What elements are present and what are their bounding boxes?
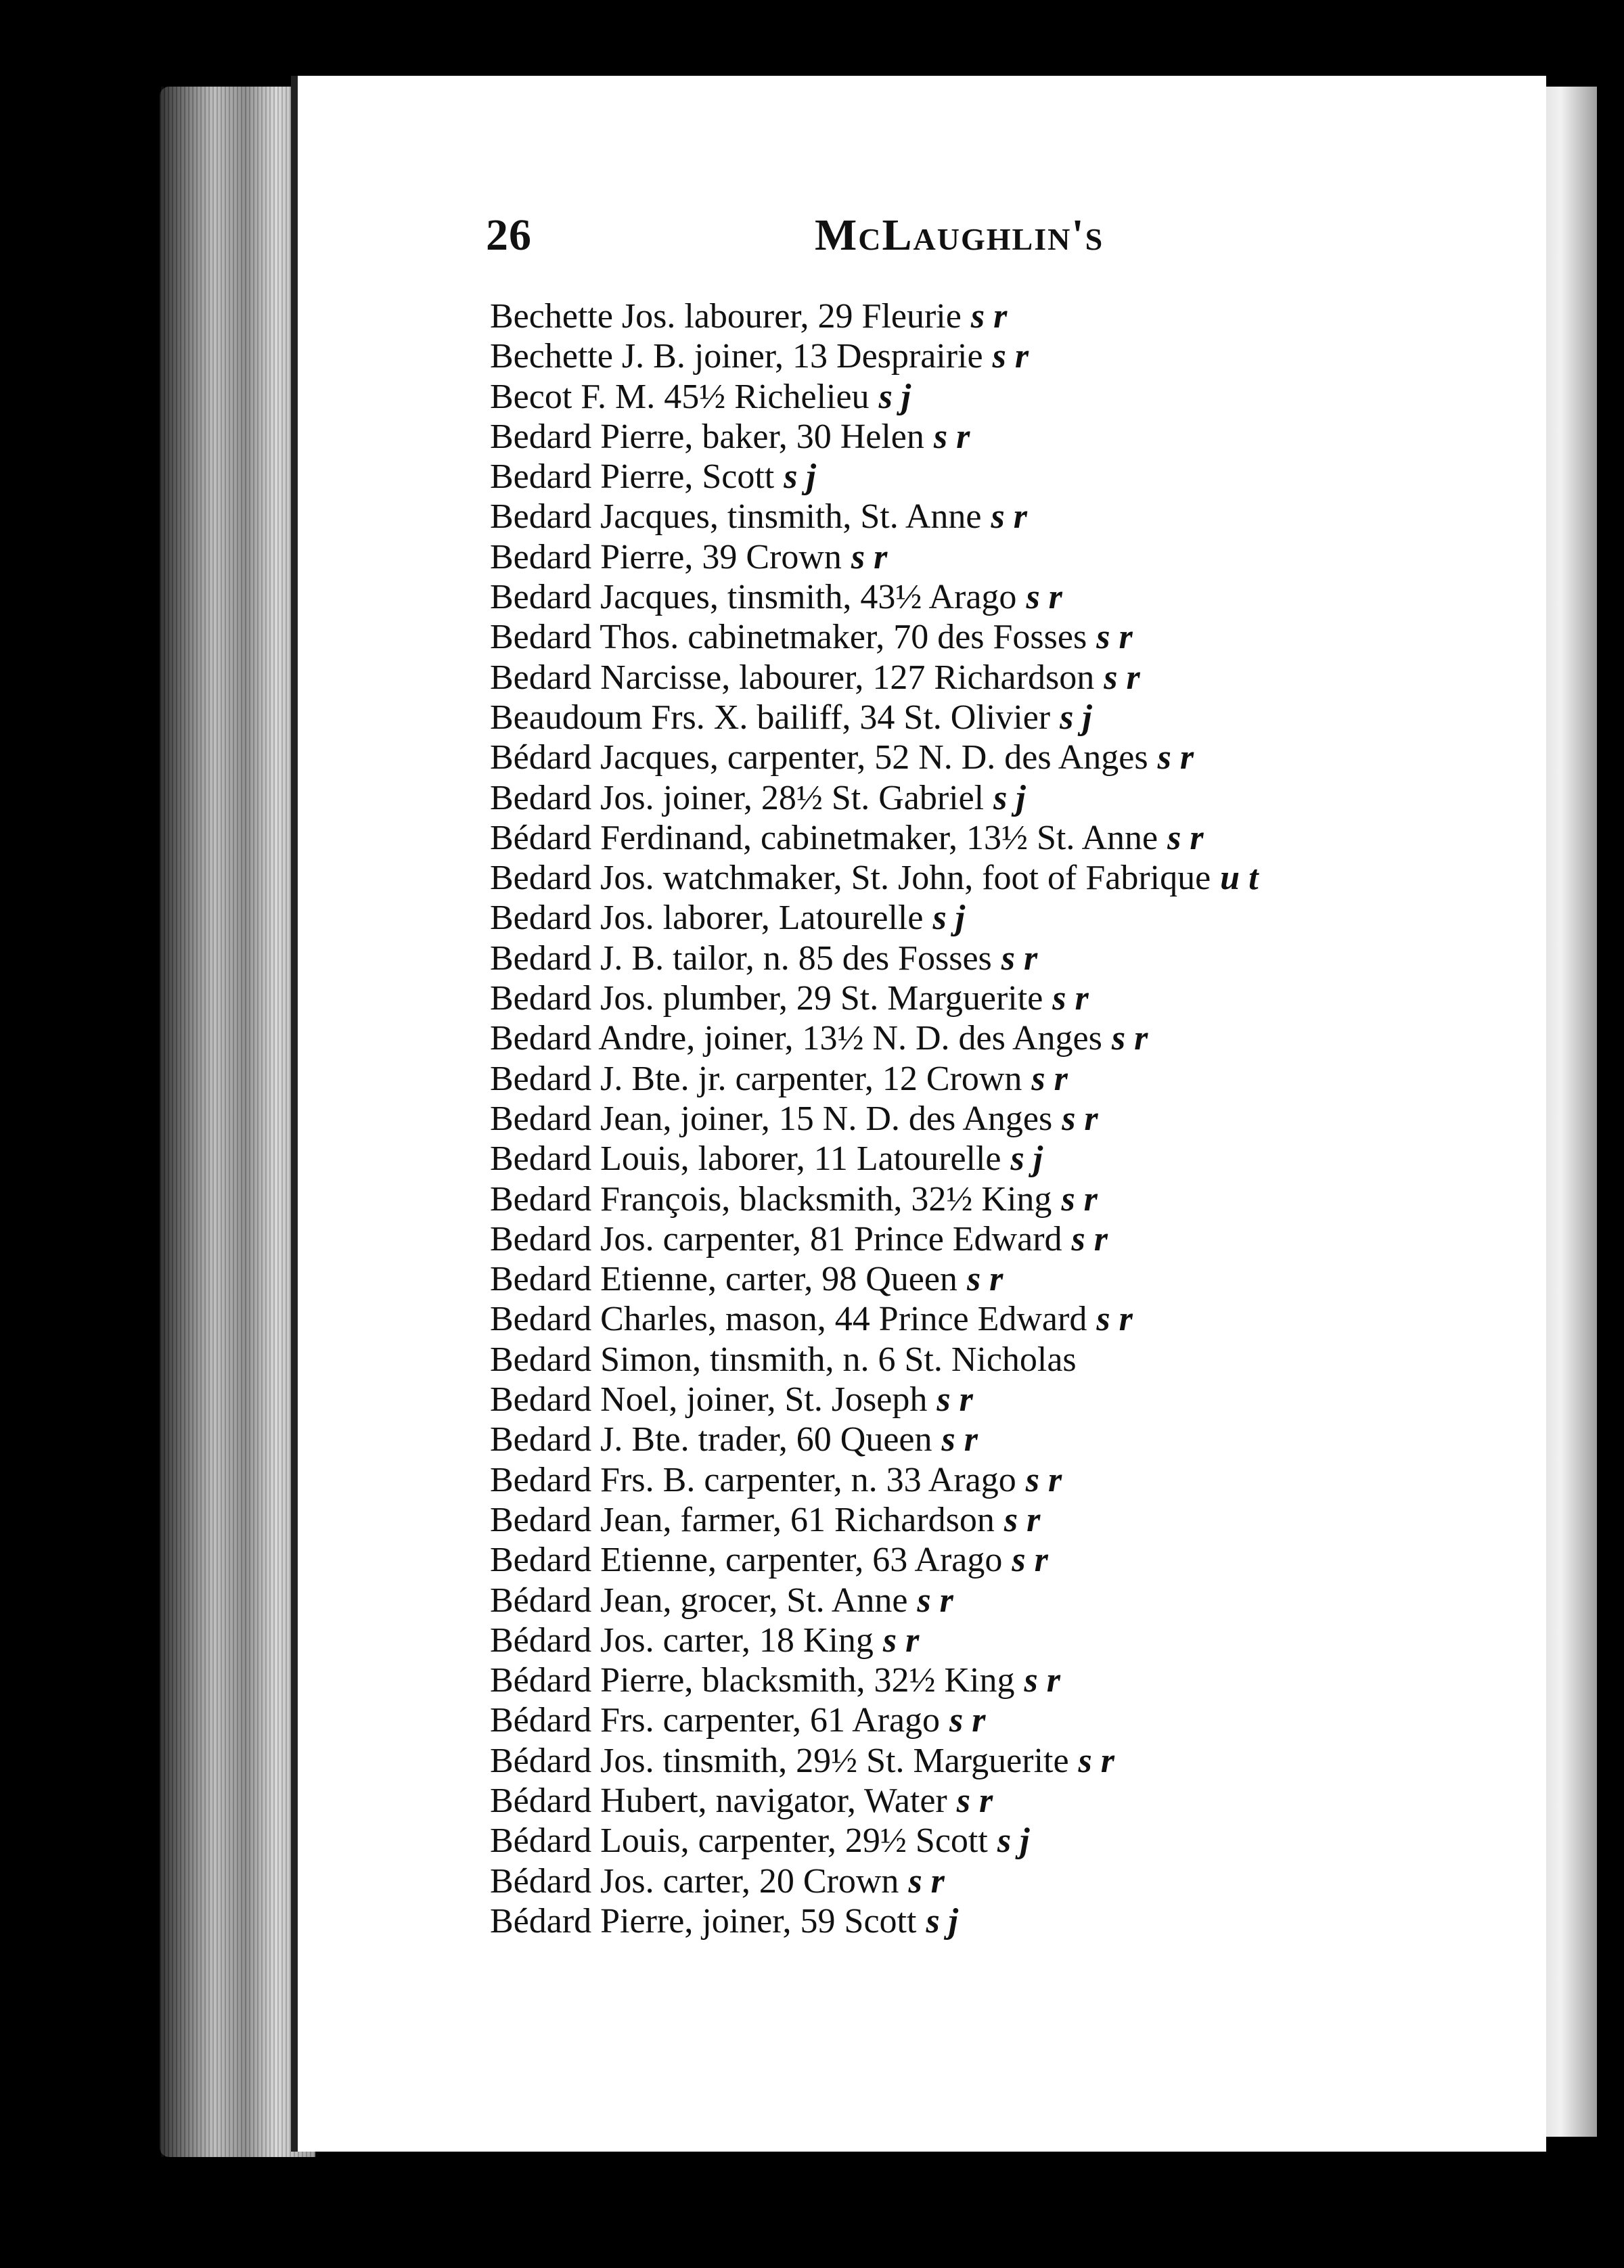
entry-code: s r [1157,738,1194,777]
entry-code: s r [1104,658,1140,697]
entry-text: Bedard Pierre, baker, 30 Helen [490,417,924,456]
entry-code: s r [1026,578,1062,617]
entry-code: s r [1024,1661,1060,1700]
directory-entry [490,1901,1505,1941]
entry-text: Bedard François, blacksmith, 32½ King [490,1179,1052,1219]
entry-text: Bedard Pierre, 39 Crown [490,537,842,576]
running-head [486,210,1433,271]
entry-code: s r [1003,1500,1041,1539]
directory-entry [490,818,1505,858]
running-head-title: McLaughlin's [815,210,1104,260]
entry-text: Bechette Jos. labourer, 29 Fleurie [490,297,962,336]
directory-entry [490,1781,1505,1821]
entry-code: s r [917,1581,953,1620]
directory-entry [490,617,1505,657]
directory-entry [490,858,1505,898]
entry-text: Bedard J. B. tailor, n. 85 des Fosses [490,938,992,978]
directory-entry [490,1179,1505,1219]
entry-text: Bedard Jean, joiner, 15 N. D. des Anges [490,1099,1053,1138]
directory-entry [490,1540,1505,1580]
entry-code: s j [926,1901,959,1941]
entry-text: Bedard Jean, farmer, 61 Richardson [490,1500,995,1539]
entry-code: s r [1031,1059,1068,1098]
directory-entry [490,978,1505,1018]
entry-code: s r [991,497,1027,537]
directory-entry [490,1620,1505,1660]
entry-text: Bedard Narcisse, labourer, 127 Richardson [490,658,1095,697]
directory-entry [490,778,1505,818]
entry-text: Bedard Jacques, tinsmith, 43½ Arago [490,578,1017,617]
directory-entry [490,1581,1505,1620]
directory-entry [490,1821,1505,1861]
directory-entry [490,1460,1505,1500]
entry-text: Becot F. M. 45½ Richelieu [490,377,870,416]
entry-code: s j [1060,698,1092,737]
entry-text: Bedard J. Bte. trader, 60 Queen [490,1420,932,1459]
directory-entry [490,1099,1505,1139]
entry-text: Bédard Pierre, joiner, 59 Scott [490,1901,917,1941]
directory-entry [490,1059,1505,1099]
entry-code: s r [1062,1099,1098,1138]
entry-text: Bedard Louis, laborer, 11 Latourelle [490,1139,1001,1179]
directory-entry [490,336,1505,376]
entry-code: s r [1061,1179,1098,1219]
entry-text: Beaudoum Frs. X. bailiff, 34 St. Olivier [490,698,1051,737]
entry-text: Bedard Thos. cabinetmaker, 70 des Fosses [490,618,1087,657]
entry-code: s r [966,1260,1003,1299]
directory-entry [490,1420,1505,1459]
directory-entry [490,658,1505,698]
entry-text: Bedard Jos. carpenter, 81 Prince Edward [490,1219,1062,1258]
entry-text: Bedard Jos. joiner, 28½ St. Gabriel [490,778,985,817]
directory-entry [490,577,1505,617]
directory-entry [490,738,1505,777]
directory-entry [490,1741,1505,1781]
entry-text: Bédard Hubert, navigator, Water [490,1781,947,1820]
entry-code: s r [1001,938,1038,978]
entry-text: Bédard Frs. carpenter, 61 Arago [490,1701,941,1740]
directory-entry [490,1299,1505,1339]
entry-text: Bédard Jacques, carpenter, 52 N. D. des Anges [490,738,1148,777]
entry-code: s r [941,1420,978,1459]
entry-text: Bedard Charles, mason, 44 Prince Edward [490,1300,1087,1339]
entry-text: Bédard Jos. carter, 20 Crown [490,1861,899,1901]
entry-text: Bedard Etienne, carpenter, 63 Arago [490,1541,1003,1580]
entry-text: Bedard Jos. laborer, Latourelle [490,899,924,938]
directory-entry [490,1700,1505,1740]
entry-text: Bédard Louis, carpenter, 29½ Scott [490,1821,988,1861]
directory-entry [490,898,1505,938]
entry-code: s r [933,417,970,456]
entry-text: Bedard Etienne, carter, 98 Queen [490,1260,957,1299]
entry-text: Bedard Simon, tinsmith, n. 6 St. Nicholas [490,1340,1077,1379]
entry-code: s r [992,337,1029,376]
entry-code: s r [1071,1219,1108,1258]
entry-text: Bédard Jean, grocer, St. Anne [490,1581,908,1620]
entry-code: s j [932,899,966,938]
directory-entry [490,1861,1505,1901]
entry-text: Bedard Jos. plumber, 29 St. Marguerite [490,979,1043,1018]
directory-entry [490,1018,1505,1058]
directory-entry [490,1139,1505,1179]
entry-code: s r [1096,618,1133,657]
directory-entry [490,537,1505,577]
entry-text: Bedard Jacques, tinsmith, St. Anne [490,497,982,537]
directory-entry [490,1340,1505,1380]
entry-code: s r [851,537,888,576]
entry-code: s r [1111,1019,1148,1058]
entry-code: s r [956,1781,993,1820]
entry-text: Bédard Pierre, blacksmith, 32½ King [490,1661,1015,1700]
directory-entry [490,938,1505,978]
entry-code: s r [1167,818,1204,857]
entry-code: u t [1220,859,1259,898]
entry-code: s r [908,1861,945,1901]
entry-code: s j [784,457,816,497]
entry-code: s r [1078,1741,1115,1780]
directory-entry [490,1219,1505,1259]
directory-entry [490,296,1505,336]
entry-code: s j [878,377,911,416]
entry-code: s r [970,297,1008,336]
directory-entry [490,698,1505,738]
entry-code: s r [1096,1300,1133,1339]
entry-code: s j [1010,1139,1043,1179]
directory-entry [490,457,1505,497]
entry-text: Bédard Jos. carter, 18 King [490,1620,874,1660]
entry-text: Bechette J. B. joiner, 13 Desprairie [490,337,983,376]
entry-text: Bedard J. Bte. jr. carpenter, 12 Crown [490,1059,1022,1098]
entry-code: s r [1052,979,1089,1018]
page-number: 26 [486,210,532,260]
entry-code: s r [1012,1541,1048,1580]
directory-entry [490,1500,1505,1540]
entry-code: s r [882,1620,920,1660]
entry-code: s r [1025,1460,1062,1499]
directory-entries [490,296,1505,1941]
directory-entry [490,1380,1505,1420]
directory-entry [490,1660,1505,1700]
entry-code: s r [949,1701,986,1740]
entry-text: Bedard Frs. B. carpenter, n. 33 Arago [490,1460,1016,1499]
entry-code: s r [937,1380,973,1420]
directory-entry [490,1259,1505,1299]
entry-text: Bedard Jos. watchmaker, St. John, foot of Fabrique [490,859,1211,898]
entry-code: s j [997,1821,1030,1861]
entry-text: Bedard Pierre, Scott [490,457,775,497]
entry-text: Bédard Ferdinand, cabinetmaker, 13½ St. Anne [490,818,1158,857]
entry-text: Bédard Jos. tinsmith, 29½ St. Marguerite [490,1741,1069,1780]
entry-text: Bedard Andre, joiner, 13½ N. D. des Anges [490,1019,1102,1058]
directory-entry [490,417,1505,457]
entry-text: Bedard Noel, joiner, St. Joseph [490,1380,928,1420]
directory-entry [490,497,1505,537]
directory-entry [490,377,1505,417]
entry-code: s j [993,778,1026,817]
